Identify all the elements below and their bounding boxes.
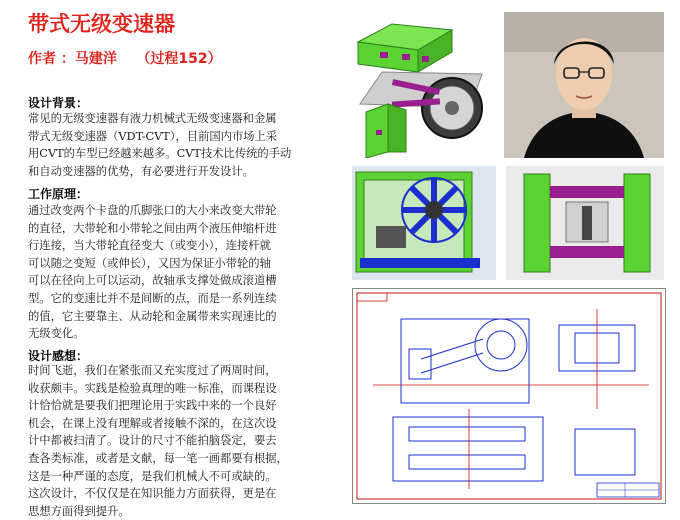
reflection-line: 这是一种严谨的态度，是我们机械人不可或缺的。 — [28, 469, 277, 483]
background-line: 用CVT的车型已经越来越多。CVT技术比传统的手动 — [28, 147, 292, 161]
author-photo — [504, 12, 664, 158]
principle-text — [28, 202, 336, 343]
reflection-line: 思想方面得到提升。 — [28, 504, 130, 518]
principle-line: 可以在径向上可以运动，故轴承支撑处做成滚道槽 — [28, 274, 277, 288]
reflection-heading: 设计感想： — [28, 349, 89, 363]
principle-line: 的值，它主要靠主、从动轮和金属带来实现速比的 — [28, 309, 277, 323]
engineering-drawing — [352, 288, 666, 504]
reflection-line: 计中都被扫清了。设计的尺寸不能拍脑袋定，要去 — [28, 434, 277, 448]
principle-line: 型。它的变速比并不是间断的点，而是一系列连续 — [28, 291, 277, 305]
background-line: 常见的无级变速器有液力机械式无级变速器和金属 — [28, 112, 277, 125]
principle-heading: 工作原理： — [28, 187, 89, 201]
principle-line: 行连接，当大带轮直径变大（或变小），连接杆就 — [28, 239, 271, 253]
background-line: 和自动变速器的优势，有必要进行开发设计。 — [28, 164, 254, 178]
reflection-line: 查各类标准，或者是文献，每一笔一画都要有根据， — [28, 451, 288, 465]
principle-line: 无级变化。 — [28, 327, 85, 341]
reflection-line: 机会，在课上没有理解或者接触不深的，在这次设 — [28, 416, 277, 430]
principle-line: 可以随之变短（或伸长），又因为保证小带轮的轴 — [28, 256, 271, 270]
reflection-line: 这次设计，不仅仅是在知识能力方面获得，更是在 — [28, 487, 277, 501]
principle-line: 通过改变两个卡盘的爪脚张口的大小来改变大带轮 — [28, 204, 277, 217]
cvt-3d-model-front — [352, 166, 496, 280]
cvt-3d-model-top — [506, 166, 664, 280]
cvt-3d-model-isometric — [352, 12, 494, 158]
principle-line: 的直径，大带轮和小带轮之间由两个液压伸缩杆进 — [28, 221, 277, 235]
reflection-text — [28, 362, 336, 520]
reflection-line: 时间飞逝，我们在紧张而又充实度过了两周时间， — [28, 364, 277, 377]
reflection-line: 收获颇丰。实践是检验真理的唯一标准，而课程设 — [28, 381, 277, 395]
author-line: 作者 ：马建洋 （过程152） — [28, 51, 222, 67]
page-title: 带式无级变速器 — [28, 12, 175, 36]
background-line: 带式无级变速器（VDT-CVT），目前国内市场上采 — [28, 129, 278, 143]
background-heading: 设计背景： — [28, 96, 89, 110]
reflection-line: 计恰恰就是要我们把理论用于实践中来的一个良好 — [28, 399, 277, 413]
background-text — [28, 110, 336, 180]
